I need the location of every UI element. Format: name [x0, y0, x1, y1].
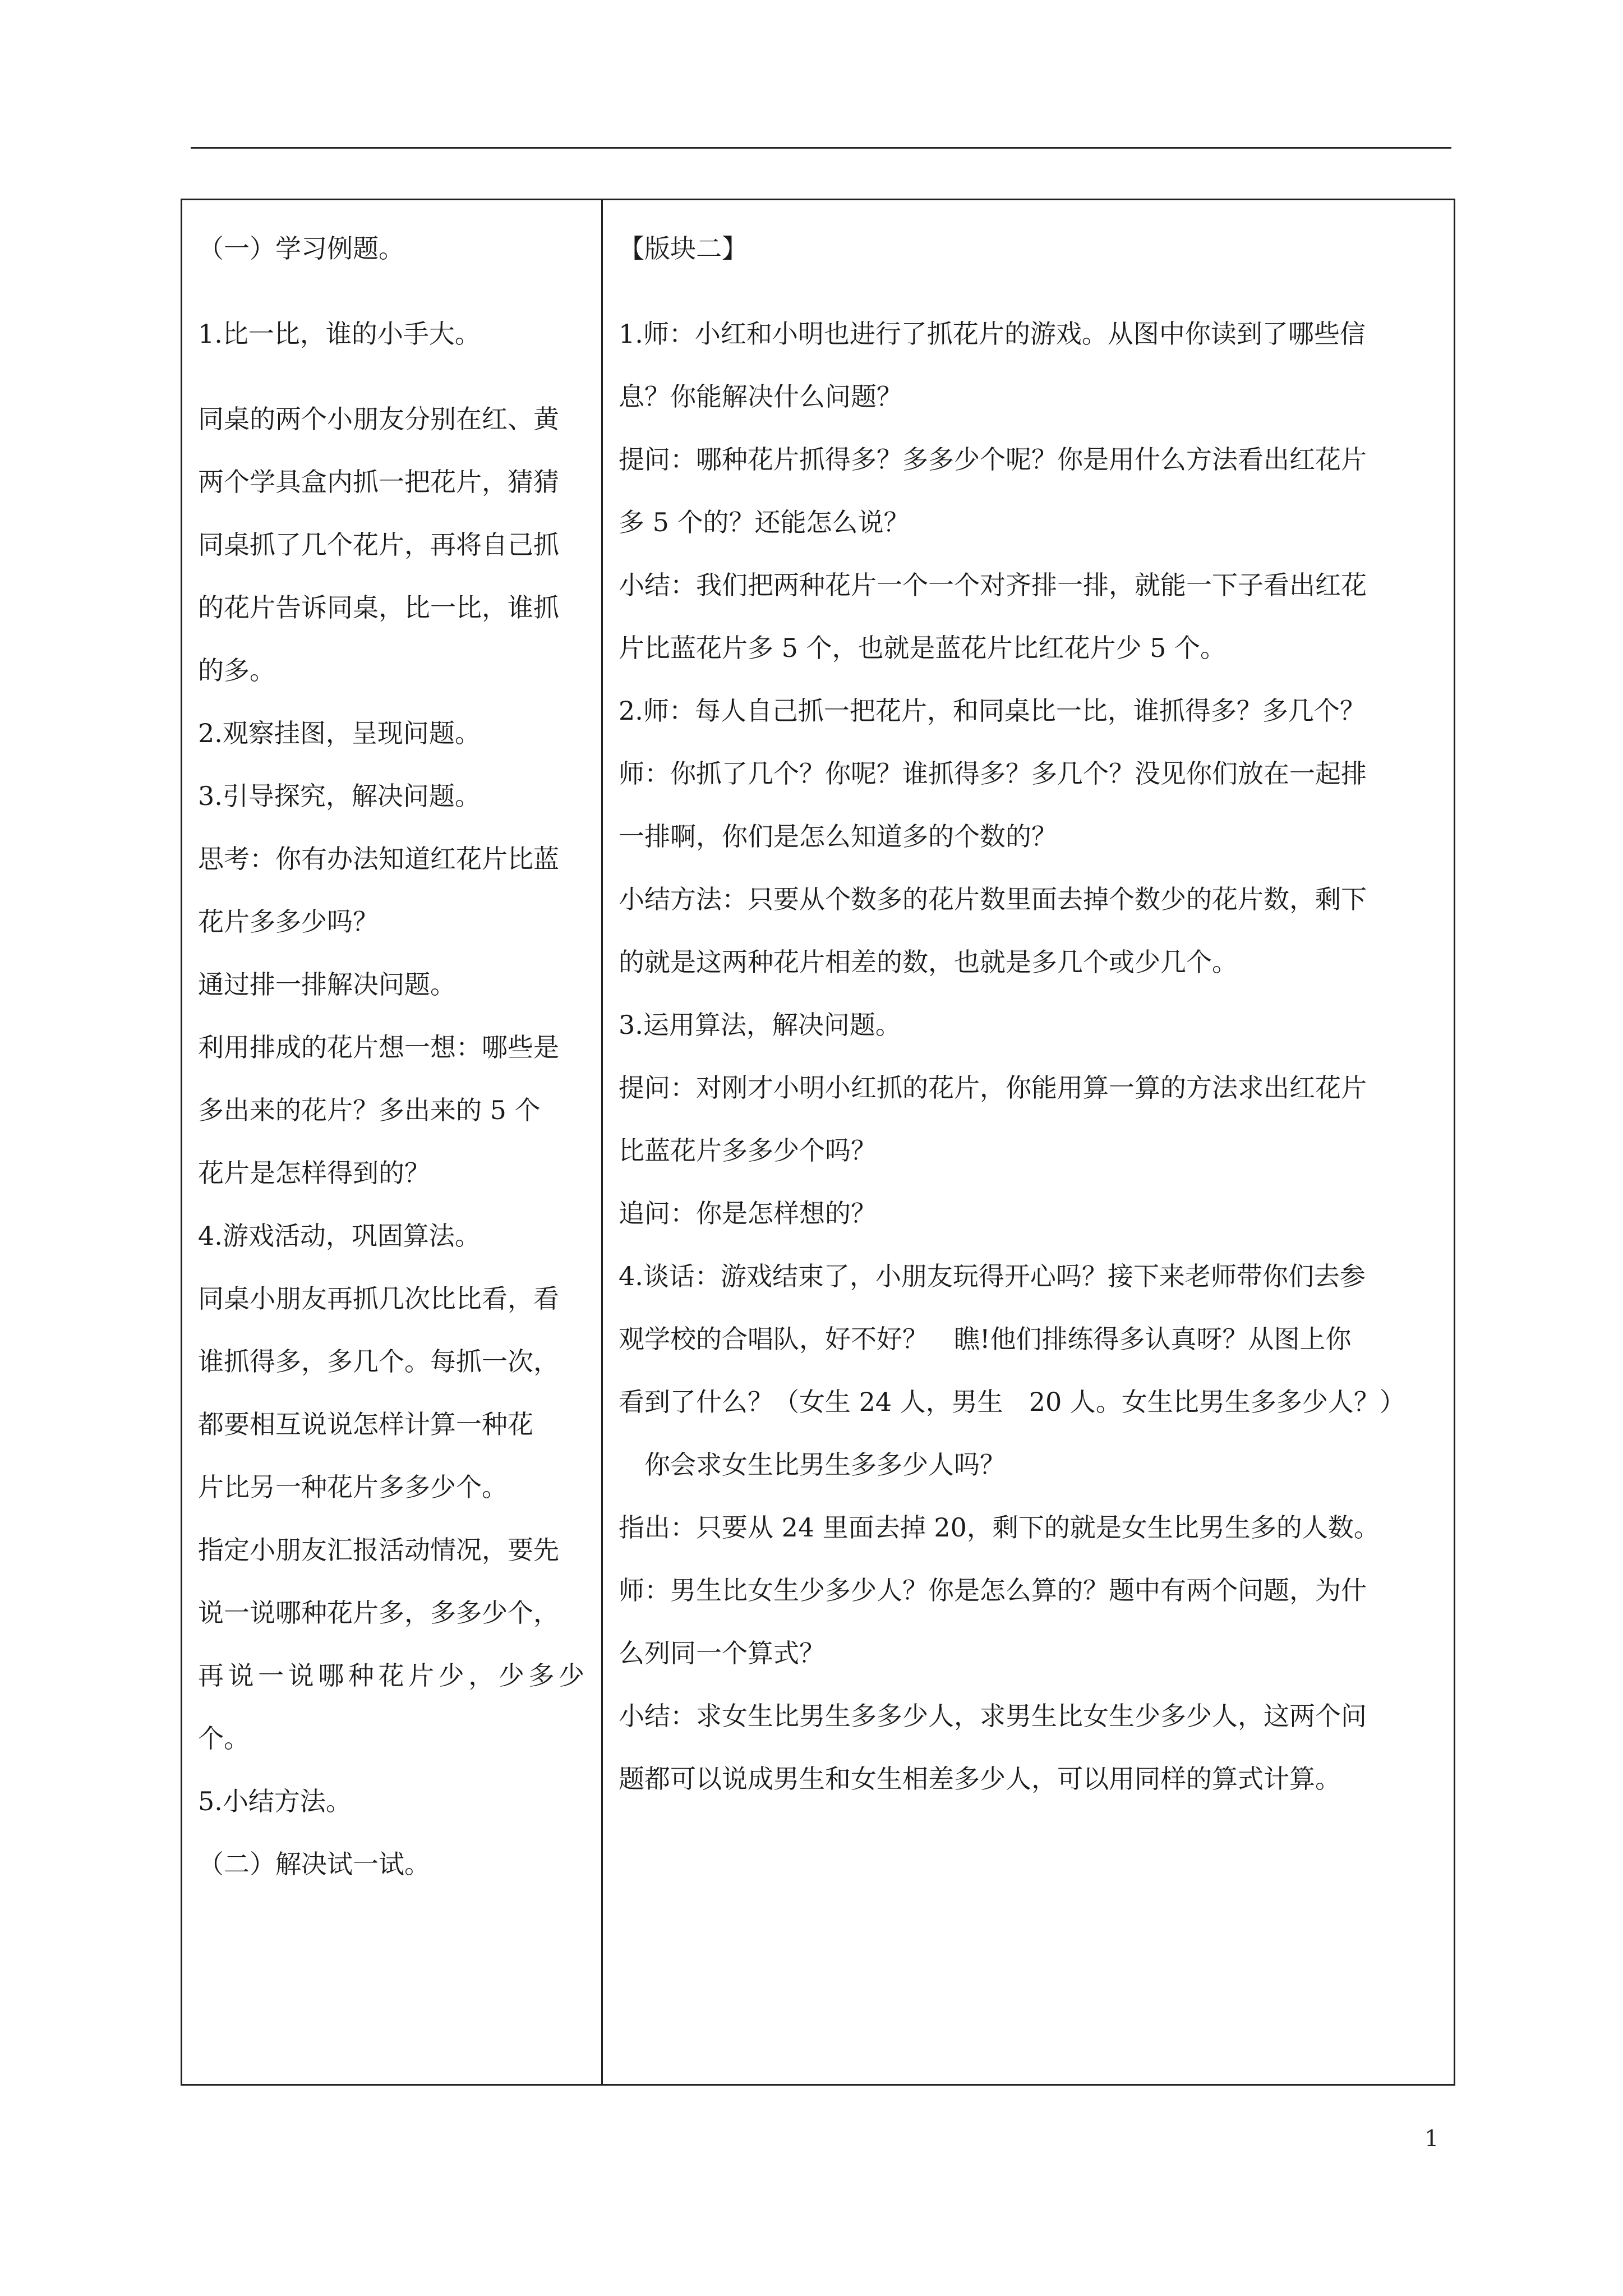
right-column-line: 1.师：小红和小明也进行了抓花片的游戏。从图中你读到了哪些信: [619, 319, 1366, 349]
right-column-line: 【版块二】: [619, 233, 748, 264]
right-column-line: 你会求女生比男生多多少人吗？: [619, 1450, 1006, 1480]
right-column-line: 提问：哪种花片抓得多？多多少个呢？你是用什么方法看出红花片: [619, 444, 1367, 475]
left-column-line: 同桌的两个小朋友分别在红、黄: [198, 404, 559, 434]
left-column-line: 1.比一比，谁的小手大。: [198, 319, 481, 349]
right-column-line: 多 5 个的？还能怎么说？: [619, 507, 910, 537]
right-column-line: 片比蓝花片多 5 个，也就是蓝花片比红花片少 5 个。: [619, 633, 1227, 663]
left-column-line: 3.引导探究，解决问题。: [198, 781, 481, 811]
left-column-line: （二）解决试一试。: [198, 1849, 430, 1879]
left-column-line: 的多。: [198, 655, 275, 685]
left-column-line: 谁抓得多，多几个。每抓一次，: [198, 1346, 559, 1377]
right-column-line: 师：男生比女生少多少人？你是怎么算的？题中有两个问题，为什: [619, 1575, 1367, 1605]
left-column-line: 多出来的花片？多出来的 5 个: [198, 1095, 541, 1125]
right-column-line: 4.谈话：游戏结束了，小朋友玩得开心吗？接下来老师带你们去参: [619, 1261, 1366, 1291]
left-column-line: 说一说哪种花片多，多多少个，: [198, 1598, 559, 1628]
page-number: 1: [1424, 2126, 1439, 2152]
left-column-line: 2.观察挂图，呈现问题。: [198, 718, 481, 748]
right-column-line: 看到了什么？（女生 24 人，男生 20 人。女生比男生多多少人？）: [619, 1387, 1405, 1417]
right-column-line: 3.运用算法，解决问题。: [619, 1010, 901, 1040]
left-column-line: 花片是怎样得到的？: [198, 1158, 430, 1188]
right-column-line: 2.师：每人自己抓一把花片，和同桌比一比，谁抓得多？多几个？: [619, 696, 1366, 726]
left-column-line: [198, 365, 584, 388]
right-column-line: 么列同一个算式？: [619, 1638, 825, 1668]
left-column-line: 4.游戏活动，巩固算法。: [198, 1221, 481, 1251]
left-column-line: 指定小朋友汇报活动情况，要先: [198, 1535, 559, 1565]
left-column-line: 的花片告诉同桌，比一比，谁抓: [198, 592, 559, 623]
right-column-line: 小结方法：只要从个数多的花片数里面去掉个数少的花片数，剩下: [619, 884, 1367, 914]
right-column-line: [619, 280, 1440, 302]
right-column-line: 比蓝花片多多少个吗？: [619, 1135, 877, 1166]
left-column-line: 5.小结方法。: [198, 1786, 352, 1816]
left-column-line: 花片多多少吗？: [198, 907, 379, 937]
right-column-line: 提问：对刚才小明小红抓的花片，你能用算一算的方法求出红花片: [619, 1073, 1367, 1103]
left-column-line: [198, 280, 584, 302]
left-column: [182, 200, 603, 2084]
right-column-line: 指出：只要从 24 里面去掉 20，剩下的就是女生比男生多的人数。: [619, 1512, 1380, 1543]
right-column-line: 追问：你是怎样想的？: [619, 1198, 877, 1228]
left-column-line: 通过排一排解决问题。: [198, 969, 456, 1000]
right-column: [603, 200, 1454, 2084]
right-column-line: 观学校的合唱队，好不好？ 瞧!他们排练得多认真呀？从图上你: [619, 1324, 1352, 1354]
left-column-line: 再说一说哪种花片少，少多少个。: [198, 1660, 584, 1754]
left-column-line: （一）学习例题。: [198, 233, 404, 264]
left-column-line: 都要相互说说怎样计算一种花: [198, 1409, 533, 1439]
left-column-line: 思考：你有办法知道红花片比蓝: [198, 844, 559, 874]
left-column-line: 两个学具盒内抓一把花片，猜猜: [198, 467, 559, 497]
left-column-line: 同桌小朋友再抓几次比比看，看: [198, 1283, 559, 1314]
right-column-line: 一排啊，你们是怎么知道多的个数的？: [619, 821, 1057, 852]
header-rule: [191, 147, 1451, 149]
right-column-line: 师：你抓了几个？你呢？谁抓得多？多几个？没见你们放在一起排: [619, 758, 1367, 789]
right-column-line: 小结：求女生比男生多多少人，求男生比女生少多少人，这两个问: [619, 1701, 1367, 1731]
left-column-line: 片比另一种花片多多少个。: [198, 1472, 508, 1502]
right-column-line: 题都可以说成男生和女生相差多少人，可以用同样的算式计算。: [619, 1764, 1341, 1794]
right-column-line: 的就是这两种花片相差的数，也就是多几个或少几个。: [619, 947, 1238, 977]
right-column-line: 小结：我们把两种花片一个一个对齐排一排，就能一下子看出红花: [619, 570, 1367, 600]
left-column-line: 利用排成的花片想一想：哪些是: [198, 1032, 559, 1062]
lesson-plan-table: [181, 199, 1455, 2086]
right-column-line: 息？你能解决什么问题？: [619, 381, 902, 412]
left-column-line: 同桌抓了几个花片，再将自己抓: [198, 530, 559, 560]
